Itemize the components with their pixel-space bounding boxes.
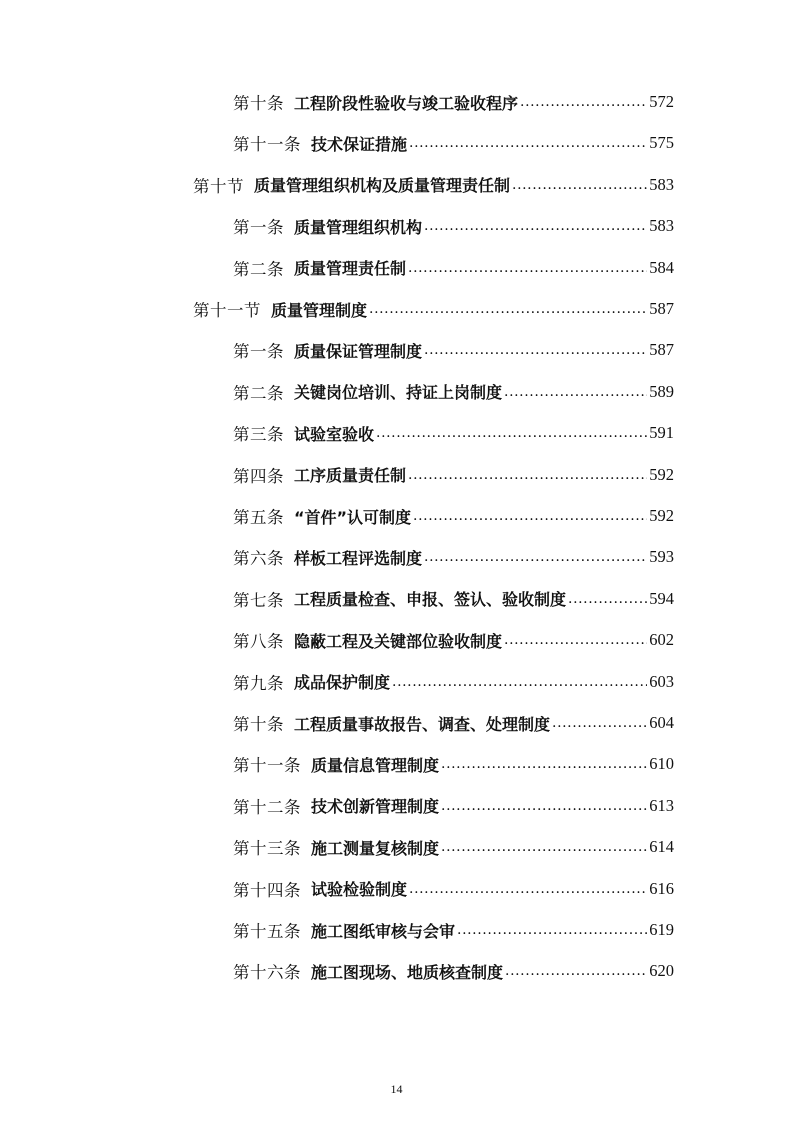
toc-entry-number: 第七条: [233, 590, 284, 610]
toc-leader-dots: [512, 171, 647, 199]
toc-entry-page: 613: [649, 795, 674, 815]
toc-article-entry[interactable]: [233, 502, 674, 530]
toc-leader-dots: [441, 833, 647, 861]
toc-article-entry[interactable]: [233, 378, 674, 406]
toc-leader-dots: [392, 668, 647, 696]
toc-leader-dots: [409, 875, 647, 903]
toc-entry-number: 第二条: [233, 383, 284, 403]
toc-leader-dots: [408, 254, 647, 282]
toc-article-entry[interactable]: [233, 419, 674, 447]
toc-entry-number: 第十节: [193, 176, 244, 196]
toc-entry-title: 样板工程评选制度: [294, 548, 423, 568]
toc-entry-page: 583: [649, 216, 674, 236]
toc-article-entry[interactable]: [233, 792, 674, 820]
toc-entry-page: 587: [649, 340, 674, 360]
toc-article-entry[interactable]: [233, 916, 674, 944]
toc-entry-page: 572: [649, 92, 674, 111]
toc-leader-dots: [409, 129, 647, 157]
toc-entry-page: 604: [649, 713, 674, 732]
toc-entry-number: 第二条: [233, 259, 284, 279]
toc-entry-title: 工程阶段性验收与竣工验收程序: [294, 93, 519, 113]
toc-entry-title: 质量信息管理制度: [311, 755, 440, 775]
toc-entry-page: 620: [649, 961, 674, 981]
toc-entry-page: 619: [649, 920, 674, 939]
toc-entry-title: 质量管理组织机构及质量管理责任制: [254, 176, 511, 196]
toc-entry-title: 质量管理责任制: [294, 259, 407, 279]
toc-entry-title: 技术创新管理制度: [311, 797, 440, 817]
toc-entry-number: 第四条: [233, 466, 284, 486]
toc-entry-page: 614: [649, 837, 674, 857]
toc-section-entry[interactable]: [193, 171, 674, 199]
toc-leader-dots: [520, 88, 647, 116]
toc-entry-title: 施工图纸审核与会审: [311, 921, 456, 941]
toc-entry-title: 质量管理组织机构: [294, 217, 423, 237]
toc-entry-number: 第十一条: [233, 135, 301, 155]
toc-entry-number: 第十五条: [233, 922, 301, 941]
toc-leader-dots: [441, 750, 647, 778]
toc-entry-title: 试验检验制度: [311, 880, 408, 900]
toc-article-entry[interactable]: [233, 875, 674, 903]
toc-entry-title: “首件”认可制度: [294, 507, 412, 527]
toc-article-entry[interactable]: [233, 88, 674, 116]
toc-entry-page: 616: [649, 878, 674, 898]
toc-entry-title: 质量保证管理制度: [294, 341, 423, 361]
toc-article-entry[interactable]: [233, 626, 674, 654]
toc-entry-page: 587: [649, 299, 674, 318]
toc-article-entry[interactable]: [233, 750, 674, 778]
toc-entry-number: 第十六条: [233, 963, 301, 983]
toc-article-entry[interactable]: [233, 668, 674, 696]
toc-entry-page: 584: [649, 257, 674, 277]
toc-entry-number: 第十四条: [233, 880, 301, 900]
toc-entry-title: 工程质量事故报告、调查、处理制度: [294, 714, 551, 734]
toc-leader-dots: [424, 543, 647, 571]
toc-leader-dots: [369, 295, 647, 323]
toc-entry-number: 第十二条: [233, 797, 301, 817]
toc-entry-number: 第十一条: [233, 756, 301, 776]
toc-entry-page: 575: [649, 133, 674, 153]
toc-entry-page: 610: [649, 754, 674, 774]
toc-leader-dots: [424, 212, 647, 240]
toc-leader-dots: [552, 709, 647, 737]
toc-section-entry[interactable]: [193, 295, 674, 323]
toc-entry-number: 第十条: [233, 94, 284, 113]
toc-entry-number: 第八条: [233, 632, 284, 652]
toc-leader-dots: [441, 792, 647, 820]
toc-leader-dots: [413, 502, 647, 530]
toc-article-entry[interactable]: [233, 212, 674, 240]
toc-entry-page: 592: [649, 506, 674, 525]
toc-leader-dots: [505, 957, 647, 985]
toc-entry-number: 第一条: [233, 342, 284, 362]
toc-entry-page: 592: [649, 464, 674, 484]
toc-entry-page: 593: [649, 547, 674, 567]
toc-article-entry[interactable]: [233, 336, 674, 364]
toc-entry-number: 第五条: [233, 508, 284, 527]
toc-leader-dots: [504, 626, 647, 654]
toc-article-entry[interactable]: [233, 957, 674, 985]
toc-article-entry[interactable]: [233, 461, 674, 489]
toc-entry-title: 技术保证措施: [311, 134, 408, 154]
toc-article-entry[interactable]: [233, 129, 674, 157]
toc-article-entry[interactable]: [233, 254, 674, 282]
toc-entry-title: 质量管理制度: [271, 300, 368, 320]
toc-entry-number: 第三条: [233, 425, 284, 445]
toc-entry-number: 第一条: [233, 218, 284, 238]
toc-entry-page: 589: [649, 381, 674, 401]
page-number: 14: [390, 1082, 403, 1096]
toc-entry-title: 隐蔽工程及关键部位验收制度: [294, 631, 503, 651]
toc-article-entry[interactable]: [233, 709, 674, 737]
toc-entry-number: 第十三条: [233, 839, 301, 859]
toc-leader-dots: [568, 585, 647, 613]
toc-entry-page: 591: [649, 423, 674, 443]
toc-entry-page: 602: [649, 630, 674, 650]
toc-entry-page: 594: [649, 588, 674, 608]
toc-entry-title: 成品保护制度: [294, 673, 391, 693]
toc-entry-title: 工程质量检查、申报、签认、验收制度: [294, 590, 567, 610]
toc-entry-title: 施工图现场、地质核查制度: [311, 962, 504, 982]
toc-leader-dots: [504, 378, 647, 406]
toc-leader-dots: [408, 461, 647, 489]
toc-article-entry[interactable]: [233, 833, 674, 861]
toc-entry-page: 603: [649, 671, 674, 691]
toc-entry-title: 工序质量责任制: [294, 466, 407, 486]
toc-article-entry[interactable]: [233, 585, 674, 613]
toc-entry-title: 施工测量复核制度: [311, 838, 440, 858]
toc-entry-number: 第九条: [233, 673, 284, 693]
toc-leader-dots: [424, 336, 647, 364]
toc-leader-dots: [457, 916, 647, 944]
toc-entry-title: 关键岗位培训、持证上岗制度: [294, 383, 503, 403]
toc-entry-number: 第六条: [233, 549, 284, 569]
toc-article-entry[interactable]: [233, 543, 674, 571]
toc-entry-number: 第十条: [233, 715, 284, 734]
toc-entry-page: 583: [649, 174, 674, 194]
toc-entry-number: 第十一节: [193, 301, 261, 320]
toc-entry-title: 试验室验收: [294, 424, 375, 444]
toc-leader-dots: [376, 419, 647, 447]
